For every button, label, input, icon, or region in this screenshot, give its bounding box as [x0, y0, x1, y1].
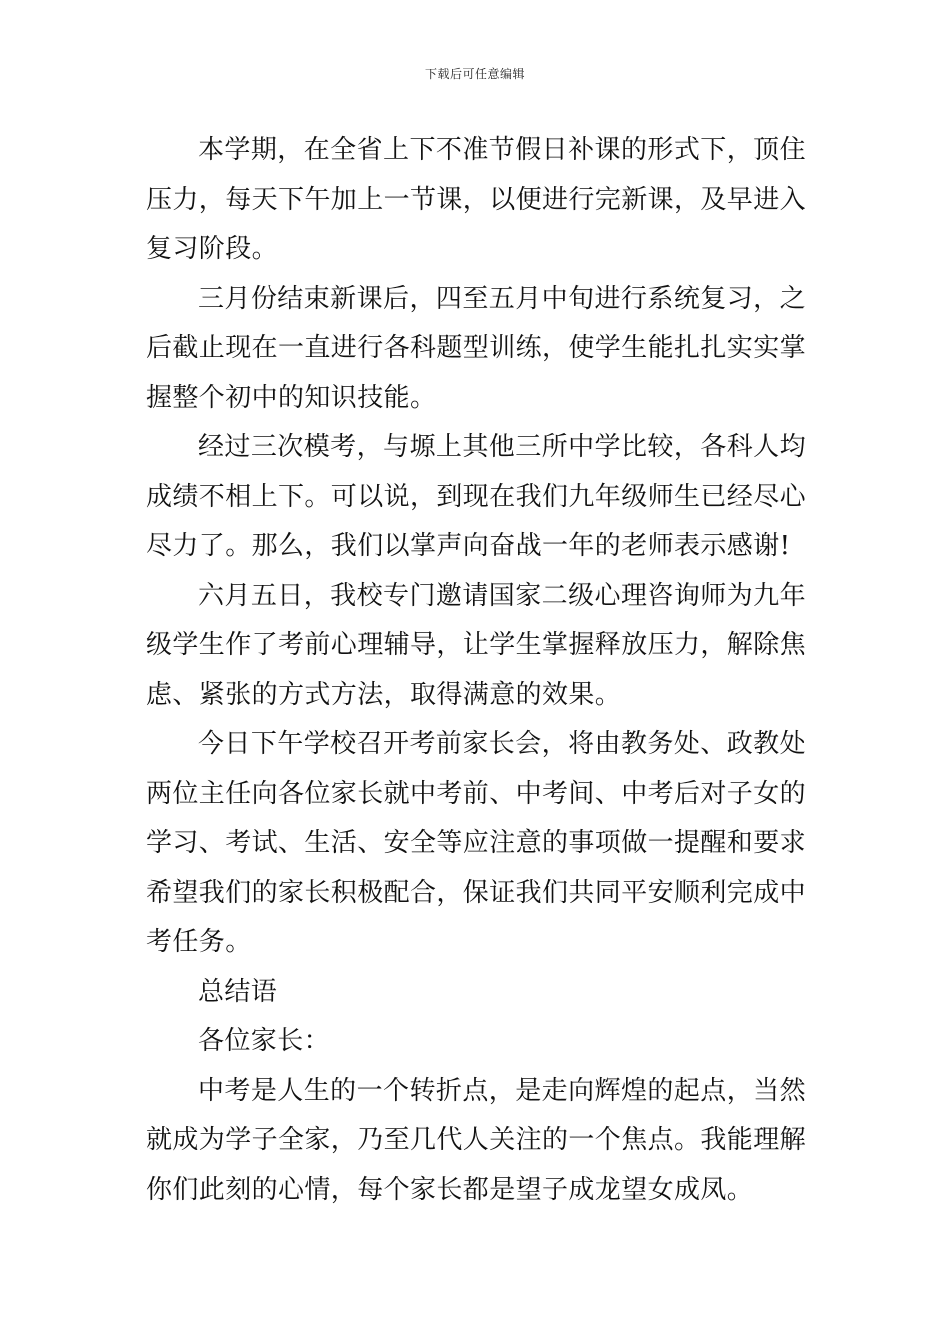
paragraph-semester: 本学期，在全省上下不准节假日补课的形式下，顶住压力，每天下午加上一节课，以便进行完新课，及早进入复习阶段。 [146, 135, 807, 264]
paragraph-review: 三月份结束新课后，四至五月中旬进行系统复习，之后截止现在一直进行各科题型训练，使学生能扎扎实实掌握整个初中的知识技能。 [146, 283, 807, 413]
section-heading-summary: 总结语 [198, 976, 278, 1007]
document-body [146, 126, 806, 1215]
page-header: 下载后可任意编辑 [424, 67, 525, 81]
paragraph-counseling: 六月五日，我校专门邀请国家二级心理咨询师为九年级学生作了考前心理辅导，让学生掌握释放压力，解除焦虑、紧张的方式方法，取得满意的效果。 [146, 580, 807, 710]
salutation: 各位家长： [198, 1026, 331, 1056]
paragraph-mock-exams: 经过三次模考，与塬上其他三所中学比较，各科人均成绩不相上下。可以说，到现在我们九年级师生已经尽心尽力了。那么，我们以掌声向奋战一年的老师表示感谢! [146, 432, 807, 561]
paragraph-exam-turning-point: 中考是人生的一个转折点，是走向辉煌的起点，当然就成为学子全家，乃至几代人关注的一个焦点。我能理解你们此刻的心情，每个家长都是望子成龙望女成凤。 [146, 1075, 807, 1205]
paragraph-parent-meeting: 今日下午学校召开考前家长会，将由教务处、政教处两位主任向各位家长就中考前、中考间、中考后对子女的学习、考试、生活、安全等应注意的事项做一提醒和要求希望我们的家长积极配合，保证我们共同平安顺利完成中考任务。 [146, 729, 807, 957]
